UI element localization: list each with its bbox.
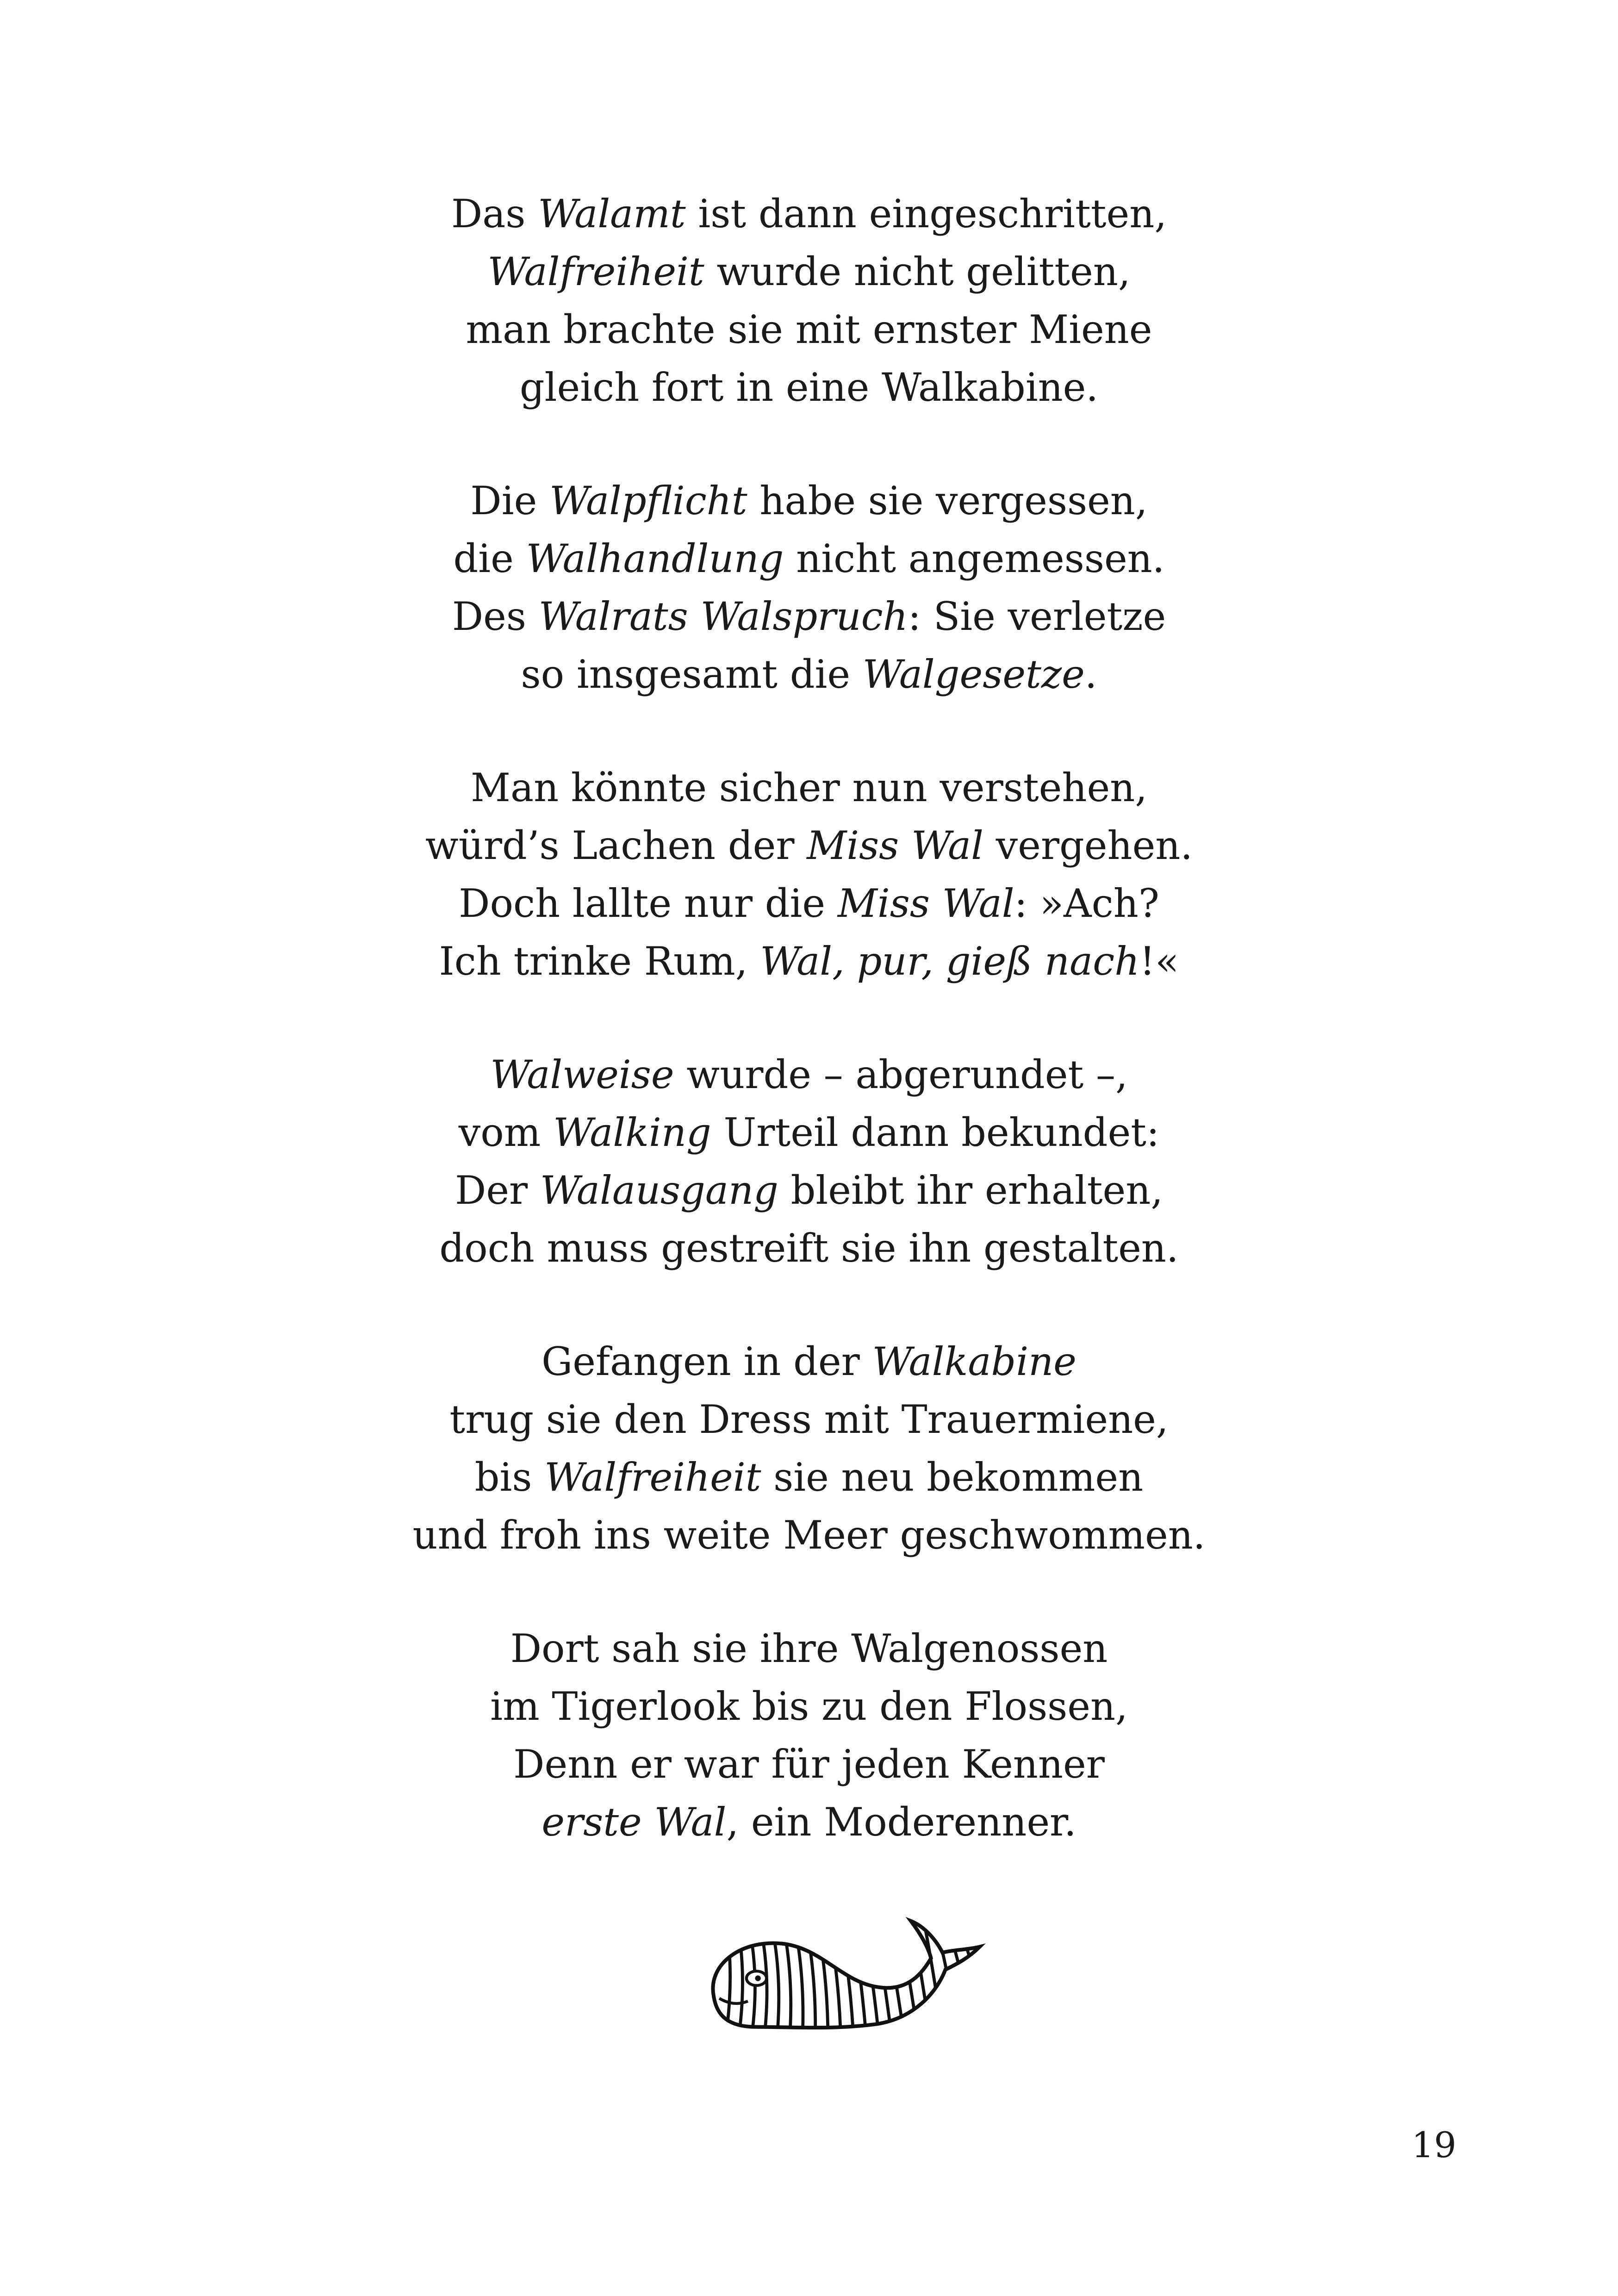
poem-line <box>0 1391 1618 1449</box>
poem-line <box>0 243 1618 301</box>
text-segment: Doch lallte nur die <box>459 881 838 926</box>
poem-line <box>0 301 1618 359</box>
text-segment: , ein Moderenner. <box>726 1799 1077 1845</box>
text-segment: Das <box>451 191 538 236</box>
striped-whale-icon <box>694 1907 990 2064</box>
italic-segment: Wal, pur, gieß nach <box>760 939 1140 984</box>
poem-line <box>0 759 1618 817</box>
stanza <box>0 185 1618 417</box>
text-segment: Dort sah sie ihre Walgenossen <box>510 1626 1108 1671</box>
text-segment: vergehen. <box>983 823 1193 868</box>
text-segment: Gefangen in der <box>541 1339 872 1384</box>
poem-line <box>0 1678 1618 1736</box>
text-segment: ist dann eingeschritten, <box>685 191 1167 236</box>
poem-line <box>0 933 1618 990</box>
poem-line <box>0 1162 1618 1220</box>
poem-line <box>0 1506 1618 1564</box>
poem-line <box>0 359 1618 417</box>
text-segment: man brachte sie mit ernster Miene <box>466 307 1152 352</box>
stanza <box>0 1620 1618 1851</box>
italic-segment: Walgesetze <box>862 652 1085 697</box>
text-segment: so insgesamt die <box>521 652 863 697</box>
poem-line <box>0 1046 1618 1104</box>
text-segment: habe sie vergessen, <box>747 478 1148 523</box>
text-segment: Man könnte sicher nun verstehen, <box>471 765 1147 810</box>
italic-segment: Walpflicht <box>549 478 747 523</box>
stanza <box>0 1046 1618 1277</box>
italic-segment: Walhandlung <box>526 536 784 581</box>
stanza <box>0 759 1618 990</box>
italic-segment: Walweise <box>490 1052 674 1097</box>
text-segment: : »Ach? <box>1014 881 1159 926</box>
text-segment: !« <box>1139 939 1179 984</box>
text-segment: bis <box>474 1455 545 1500</box>
poem-line <box>0 472 1618 530</box>
poem-line <box>0 1220 1618 1277</box>
poem-line <box>0 1333 1618 1391</box>
italic-segment: Walkabine <box>872 1339 1077 1384</box>
text-segment: und froh ins weite Meer geschwommen. <box>412 1512 1206 1558</box>
text-segment: Denn er war für jeden Kenner <box>513 1742 1105 1787</box>
text-segment: wurde nicht gelitten, <box>704 249 1131 294</box>
poem-line <box>0 646 1618 703</box>
text-segment: nicht angemessen. <box>784 536 1165 581</box>
italic-segment: Walrats Walspruch <box>538 594 908 639</box>
text-segment: Des <box>452 594 539 639</box>
stanza <box>0 472 1618 703</box>
poem-line <box>0 530 1618 588</box>
poem-line <box>0 1620 1618 1678</box>
poem-line <box>0 588 1618 646</box>
text-segment: Der <box>454 1168 540 1213</box>
text-segment: Urteil dann bekundet: <box>711 1110 1160 1155</box>
text-segment: im Tigerlook bis zu den Flossen, <box>490 1684 1128 1729</box>
poem-line <box>0 185 1618 243</box>
italic-segment: Walamt <box>538 191 686 236</box>
text-segment: vom <box>458 1110 554 1155</box>
text-segment: bleibt ihr erhalten, <box>778 1168 1164 1213</box>
italic-segment: Walfreiheit <box>487 249 704 294</box>
poem-line <box>0 1793 1618 1851</box>
text-segment: wurde – abgerundet –, <box>674 1052 1128 1097</box>
page-number: 19 <box>1412 2124 1456 2165</box>
poem-line <box>0 817 1618 875</box>
text-segment: Ich trinke Rum, <box>439 939 760 984</box>
text-segment: sie neu bekommen <box>761 1455 1144 1500</box>
poem-line <box>0 1449 1618 1506</box>
text-segment: . <box>1084 652 1097 697</box>
italic-segment: Miss Wal <box>807 823 983 868</box>
poem-line <box>0 1736 1618 1793</box>
italic-segment: erste Wal <box>541 1799 727 1845</box>
italic-segment: Walausgang <box>540 1168 778 1213</box>
poem-line <box>0 1104 1618 1162</box>
text-segment: trug sie den Dress mit Trauermiene, <box>449 1397 1169 1442</box>
stanza <box>0 1333 1618 1564</box>
italic-segment: Miss Wal <box>837 881 1014 926</box>
italic-segment: Walking <box>553 1110 711 1155</box>
text-segment: würd’s Lachen der <box>425 823 807 868</box>
text-segment: : Sie verletze <box>908 594 1166 639</box>
text-segment: Die <box>470 478 550 523</box>
text-segment: doch muss gestreift sie ihn gestalten. <box>439 1226 1179 1271</box>
text-segment: die <box>453 536 526 581</box>
italic-segment: Walfreiheit <box>544 1455 761 1500</box>
poem-line <box>0 875 1618 933</box>
poem <box>0 185 1618 1907</box>
text-segment: gleich fort in eine Walkabine. <box>519 365 1099 410</box>
